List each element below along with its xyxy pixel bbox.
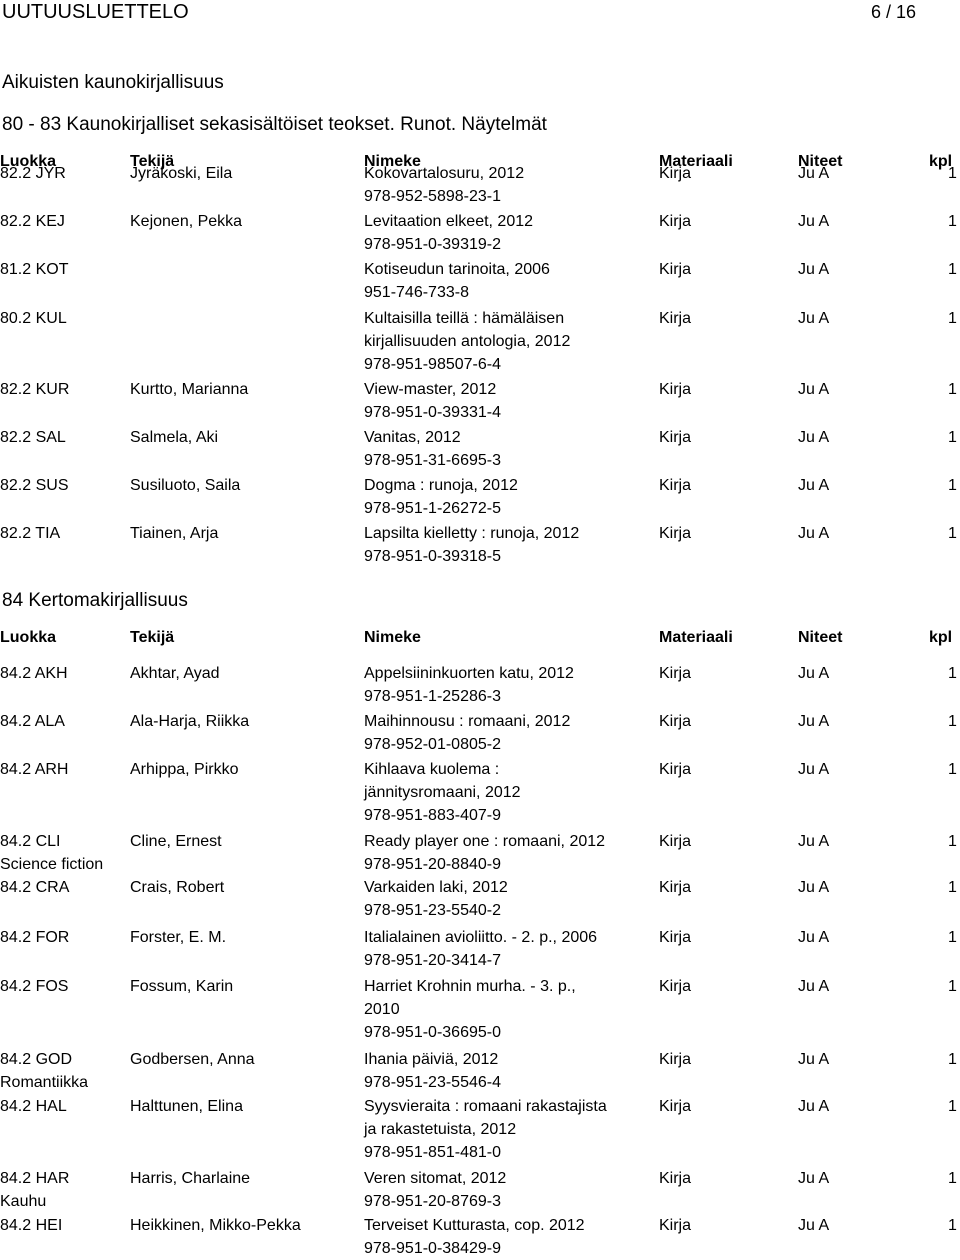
nimeke-line: 2010 bbox=[364, 1001, 400, 1018]
cell-luokka bbox=[0, 307, 67, 330]
cell-kpl: 1 bbox=[948, 525, 957, 542]
cell-tekija: Kejonen, Pekka bbox=[130, 213, 243, 230]
luokka-line: 84.2 HEI bbox=[0, 1217, 63, 1234]
column-header-niteet: Niteet bbox=[798, 629, 843, 646]
cell-luokka bbox=[0, 975, 68, 998]
cell-tekija: Crais, Robert bbox=[130, 879, 225, 896]
cell-niteet: Ju A bbox=[798, 525, 830, 542]
cell-niteet: Ju A bbox=[798, 165, 830, 182]
nimeke-line: Italialainen avioliitto. - 2. p., 2006 bbox=[364, 929, 598, 946]
nimeke-line: Syysvieraita : romaani rakastajista bbox=[364, 1098, 607, 1115]
luokka-line: 82.2 SAL bbox=[0, 429, 66, 446]
nimeke-line: Maihinnousu : romaani, 2012 bbox=[364, 713, 571, 730]
cell-niteet: Ju A bbox=[798, 213, 830, 230]
cell-luokka bbox=[0, 876, 69, 899]
cell-luokka bbox=[0, 662, 68, 685]
cell-kpl: 1 bbox=[948, 761, 957, 778]
cell-materiaali: Kirja bbox=[659, 261, 692, 278]
nimeke-line: Appelsiininkuorten katu, 2012 bbox=[364, 665, 574, 682]
nimeke-line: 978-951-0-36695-0 bbox=[364, 1024, 501, 1041]
nimeke-line: 978-951-883-407-9 bbox=[364, 807, 501, 824]
cell-luokka bbox=[0, 210, 65, 233]
cell-materiaali: Kirja bbox=[659, 978, 692, 995]
luokka-line: 84.2 CRA bbox=[0, 879, 70, 896]
cell-nimeke bbox=[364, 162, 654, 208]
cell-tekija: Cline, Ernest bbox=[130, 833, 222, 850]
luokka-line: 82.2 JYR bbox=[0, 165, 66, 182]
cell-materiaali: Kirja bbox=[659, 833, 692, 850]
cell-nimeke bbox=[364, 758, 654, 827]
cell-luokka bbox=[0, 522, 60, 545]
document-title: UUTUUSLUETTELO bbox=[2, 1, 189, 23]
column-header-nimeke: Nimeke bbox=[364, 153, 421, 170]
nimeke-line: Ready player one : romaani, 2012 bbox=[364, 833, 606, 850]
nimeke-line: 978-951-20-3414-7 bbox=[364, 952, 501, 969]
nimeke-line: Veren sitomat, 2012 bbox=[364, 1170, 507, 1187]
cell-niteet: Ju A bbox=[798, 833, 830, 850]
cell-materiaali: Kirja bbox=[659, 477, 692, 494]
cell-tekija: Heikkinen, Mikko-Pekka bbox=[130, 1217, 301, 1234]
cell-materiaali: Kirja bbox=[659, 525, 692, 542]
nimeke-line: Ihania päiviä, 2012 bbox=[364, 1051, 499, 1068]
cell-kpl: 1 bbox=[948, 1098, 957, 1115]
nimeke-line: Levitaation elkeet, 2012 bbox=[364, 213, 534, 230]
nimeke-line: 978-951-20-8769-3 bbox=[364, 1193, 501, 1210]
nimeke-line: 978-952-01-0805-2 bbox=[364, 736, 501, 753]
nimeke-line: 978-951-1-25286-3 bbox=[364, 688, 501, 705]
nimeke-line: 978-951-0-39319-2 bbox=[364, 236, 501, 253]
cell-tekija: Susiluoto, Saila bbox=[130, 477, 241, 494]
nimeke-line: 978-951-98507-6-4 bbox=[364, 356, 501, 373]
nimeke-line: Terveiset Kutturasta, cop. 2012 bbox=[364, 1217, 585, 1234]
nimeke-line: 951-746-733-8 bbox=[364, 284, 469, 301]
cell-kpl: 1 bbox=[948, 665, 957, 682]
nimeke-line: 978-951-23-5540-2 bbox=[364, 902, 501, 919]
cell-nimeke bbox=[364, 522, 654, 568]
cell-kpl: 1 bbox=[948, 310, 957, 327]
cell-niteet: Ju A bbox=[798, 761, 830, 778]
cell-luokka bbox=[0, 1048, 88, 1094]
nimeke-line: ja rakastetuista, 2012 bbox=[364, 1121, 517, 1138]
luokka-line: 84.2 ARH bbox=[0, 761, 69, 778]
luokka-line: 84.2 ALA bbox=[0, 713, 65, 730]
cell-materiaali: Kirja bbox=[659, 1170, 692, 1187]
nimeke-line: View-master, 2012 bbox=[364, 381, 497, 398]
nimeke-line: 978-951-20-8840-9 bbox=[364, 856, 501, 873]
cell-materiaali: Kirja bbox=[659, 1098, 692, 1115]
luokka-line: 82.2 KEJ bbox=[0, 213, 65, 230]
luokka-line: 84.2 FOS bbox=[0, 978, 69, 995]
column-header-kpl: kpl bbox=[929, 153, 953, 170]
cell-nimeke bbox=[364, 307, 654, 376]
cell-kpl: 1 bbox=[948, 978, 957, 995]
cell-luokka bbox=[0, 426, 66, 449]
cell-luokka bbox=[0, 830, 103, 876]
cell-materiaali: Kirja bbox=[659, 929, 692, 946]
cell-nimeke bbox=[364, 258, 654, 304]
cell-luokka bbox=[0, 926, 69, 949]
nimeke-line: Lapsilta kielletty : runoja, 2012 bbox=[364, 525, 580, 542]
nimeke-line: Kultaisilla teillä : hämäläisen bbox=[364, 310, 565, 327]
cell-tekija: Forster, E. M. bbox=[130, 929, 227, 946]
catalog-heading: Aikuisten kaunokirjallisuus bbox=[2, 72, 224, 93]
cell-nimeke bbox=[364, 210, 654, 256]
cell-luokka bbox=[0, 1167, 69, 1213]
cell-nimeke bbox=[364, 1214, 654, 1260]
cell-niteet: Ju A bbox=[798, 429, 830, 446]
nimeke-line: kirjallisuuden antologia, 2012 bbox=[364, 333, 571, 350]
cell-luokka bbox=[0, 258, 68, 281]
luokka-line: 84.2 CLI bbox=[0, 833, 61, 850]
section-title: 84 Kertomakirjallisuus bbox=[2, 590, 188, 611]
nimeke-line: 978-951-851-481-0 bbox=[364, 1144, 501, 1161]
cell-niteet: Ju A bbox=[798, 261, 830, 278]
cell-niteet: Ju A bbox=[798, 1051, 830, 1068]
cell-kpl: 1 bbox=[948, 261, 957, 278]
section-title: 80 - 83 Kaunokirjalliset sekasisältöiset teokset. Runot. Näytelmät bbox=[2, 114, 547, 135]
cell-luokka bbox=[0, 1095, 67, 1118]
cell-materiaali: Kirja bbox=[659, 879, 692, 896]
page-number: 6 / 16 bbox=[870, 2, 916, 22]
cell-nimeke bbox=[364, 975, 654, 1044]
luokka-line: 81.2 KOT bbox=[0, 261, 69, 278]
luokka-line: 84.2 FOR bbox=[0, 929, 70, 946]
cell-luokka bbox=[0, 474, 68, 497]
cell-nimeke bbox=[364, 710, 654, 756]
nimeke-line: 978-952-5898-23-1 bbox=[364, 188, 501, 205]
cell-nimeke bbox=[364, 426, 654, 472]
cell-tekija: Godbersen, Anna bbox=[130, 1051, 255, 1068]
column-header-materiaali: Materiaali bbox=[659, 629, 733, 646]
column-header-tekija: Tekijä bbox=[130, 153, 175, 170]
cell-niteet: Ju A bbox=[798, 1098, 830, 1115]
cell-kpl: 1 bbox=[948, 833, 957, 850]
cell-materiaali: Kirja bbox=[659, 165, 692, 182]
cell-materiaali: Kirja bbox=[659, 429, 692, 446]
cell-tekija: Fossum, Karin bbox=[130, 978, 234, 995]
cell-kpl: 1 bbox=[948, 1051, 957, 1068]
cell-niteet: Ju A bbox=[798, 477, 830, 494]
cell-niteet: Ju A bbox=[798, 879, 830, 896]
cell-kpl: 1 bbox=[948, 879, 957, 896]
cell-kpl: 1 bbox=[948, 165, 957, 182]
cell-materiaali: Kirja bbox=[659, 1051, 692, 1068]
column-header-nimeke: Nimeke bbox=[364, 629, 421, 646]
cell-niteet: Ju A bbox=[798, 310, 830, 327]
cell-luokka bbox=[0, 378, 69, 401]
cell-luokka bbox=[0, 1214, 62, 1237]
cell-nimeke bbox=[364, 1095, 654, 1164]
cell-niteet: Ju A bbox=[798, 929, 830, 946]
cell-niteet: Ju A bbox=[798, 381, 830, 398]
cell-tekija: Ala-Harja, Riikka bbox=[130, 713, 250, 730]
cell-nimeke bbox=[364, 876, 654, 922]
cell-kpl: 1 bbox=[948, 213, 957, 230]
cell-niteet: Ju A bbox=[798, 1217, 830, 1234]
cell-tekija: Akhtar, Ayad bbox=[130, 665, 220, 682]
cell-kpl: 1 bbox=[948, 1170, 957, 1187]
luokka-line: Romantiikka bbox=[0, 1074, 89, 1091]
cell-kpl: 1 bbox=[948, 929, 957, 946]
cell-materiaali: Kirja bbox=[659, 1217, 692, 1234]
column-header-niteet: Niteet bbox=[798, 153, 843, 170]
luokka-line: 82.2 KUR bbox=[0, 381, 70, 398]
luokka-line: Kauhu bbox=[0, 1193, 47, 1210]
nimeke-line: 978-951-1-26272-5 bbox=[364, 500, 501, 517]
luokka-line: Science fiction bbox=[0, 856, 104, 873]
column-header-tekija: Tekijä bbox=[130, 629, 175, 646]
cell-kpl: 1 bbox=[948, 1217, 957, 1234]
column-header-luokka: Luokka bbox=[0, 153, 57, 170]
cell-kpl: 1 bbox=[948, 429, 957, 446]
luokka-line: 80.2 KUL bbox=[0, 310, 67, 327]
column-header-row bbox=[0, 627, 960, 649]
cell-nimeke bbox=[364, 474, 654, 520]
cell-luokka bbox=[0, 710, 65, 733]
cell-nimeke bbox=[364, 830, 654, 876]
cell-materiaali: Kirja bbox=[659, 713, 692, 730]
cell-niteet: Ju A bbox=[798, 713, 830, 730]
cell-tekija: Harris, Charlaine bbox=[130, 1170, 251, 1187]
nimeke-line: 978-951-0-39331-4 bbox=[364, 404, 501, 421]
cell-materiaali: Kirja bbox=[659, 761, 692, 778]
nimeke-line: 978-951-31-6695-3 bbox=[364, 452, 501, 469]
nimeke-line: Varkaiden laki, 2012 bbox=[364, 879, 508, 896]
nimeke-line: jännitysromaani, 2012 bbox=[364, 784, 521, 801]
column-header-kpl: kpl bbox=[929, 629, 953, 646]
cell-materiaali: Kirja bbox=[659, 310, 692, 327]
nimeke-line: Harriet Krohnin murha. - 3. p., bbox=[364, 978, 576, 995]
cell-luokka bbox=[0, 162, 66, 185]
luokka-line: 84.2 GOD bbox=[0, 1051, 73, 1068]
nimeke-line: 978-951-0-39318-5 bbox=[364, 548, 501, 565]
nimeke-line: 978-951-0-38429-9 bbox=[364, 1240, 501, 1257]
column-header-materiaali: Materiaali bbox=[659, 153, 733, 170]
cell-nimeke bbox=[364, 378, 654, 424]
nimeke-line: Kotiseudun tarinoita, 2006 bbox=[364, 261, 550, 278]
cell-kpl: 1 bbox=[948, 713, 957, 730]
luokka-line: 84.2 AKH bbox=[0, 665, 68, 682]
cell-niteet: Ju A bbox=[798, 978, 830, 995]
cell-materiaali: Kirja bbox=[659, 665, 692, 682]
cell-nimeke bbox=[364, 662, 654, 708]
cell-materiaali: Kirja bbox=[659, 213, 692, 230]
cell-tekija: Salmela, Aki bbox=[130, 429, 219, 446]
cell-tekija: Arhippa, Pirkko bbox=[130, 761, 239, 778]
cell-niteet: Ju A bbox=[798, 665, 830, 682]
nimeke-line: 978-951-23-5546-4 bbox=[364, 1074, 501, 1091]
luokka-line: 82.2 SUS bbox=[0, 477, 69, 494]
nimeke-line: Vanitas, 2012 bbox=[364, 429, 461, 446]
cell-luokka bbox=[0, 758, 68, 781]
cell-materiaali: Kirja bbox=[659, 381, 692, 398]
cell-kpl: 1 bbox=[948, 477, 957, 494]
cell-nimeke bbox=[364, 1048, 654, 1094]
cell-tekija: Jyräkoski, Eila bbox=[130, 165, 233, 182]
nimeke-line: Dogma : runoja, 2012 bbox=[364, 477, 518, 494]
luokka-line: 82.2 TIA bbox=[0, 525, 61, 542]
nimeke-line: Kokovartalosuru, 2012 bbox=[364, 165, 525, 182]
cell-tekija: Tiainen, Arja bbox=[130, 525, 219, 542]
luokka-line: 84.2 HAR bbox=[0, 1170, 70, 1187]
cell-kpl: 1 bbox=[948, 381, 957, 398]
cell-nimeke bbox=[364, 926, 654, 972]
cell-tekija: Kurtto, Marianna bbox=[130, 381, 249, 398]
cell-tekija: Halttunen, Elina bbox=[130, 1098, 243, 1115]
column-header-luokka: Luokka bbox=[0, 629, 57, 646]
nimeke-line: Kihlaava kuolema : bbox=[364, 761, 500, 778]
cell-nimeke bbox=[364, 1167, 654, 1213]
luokka-line: 84.2 HAL bbox=[0, 1098, 67, 1115]
cell-niteet: Ju A bbox=[798, 1170, 830, 1187]
